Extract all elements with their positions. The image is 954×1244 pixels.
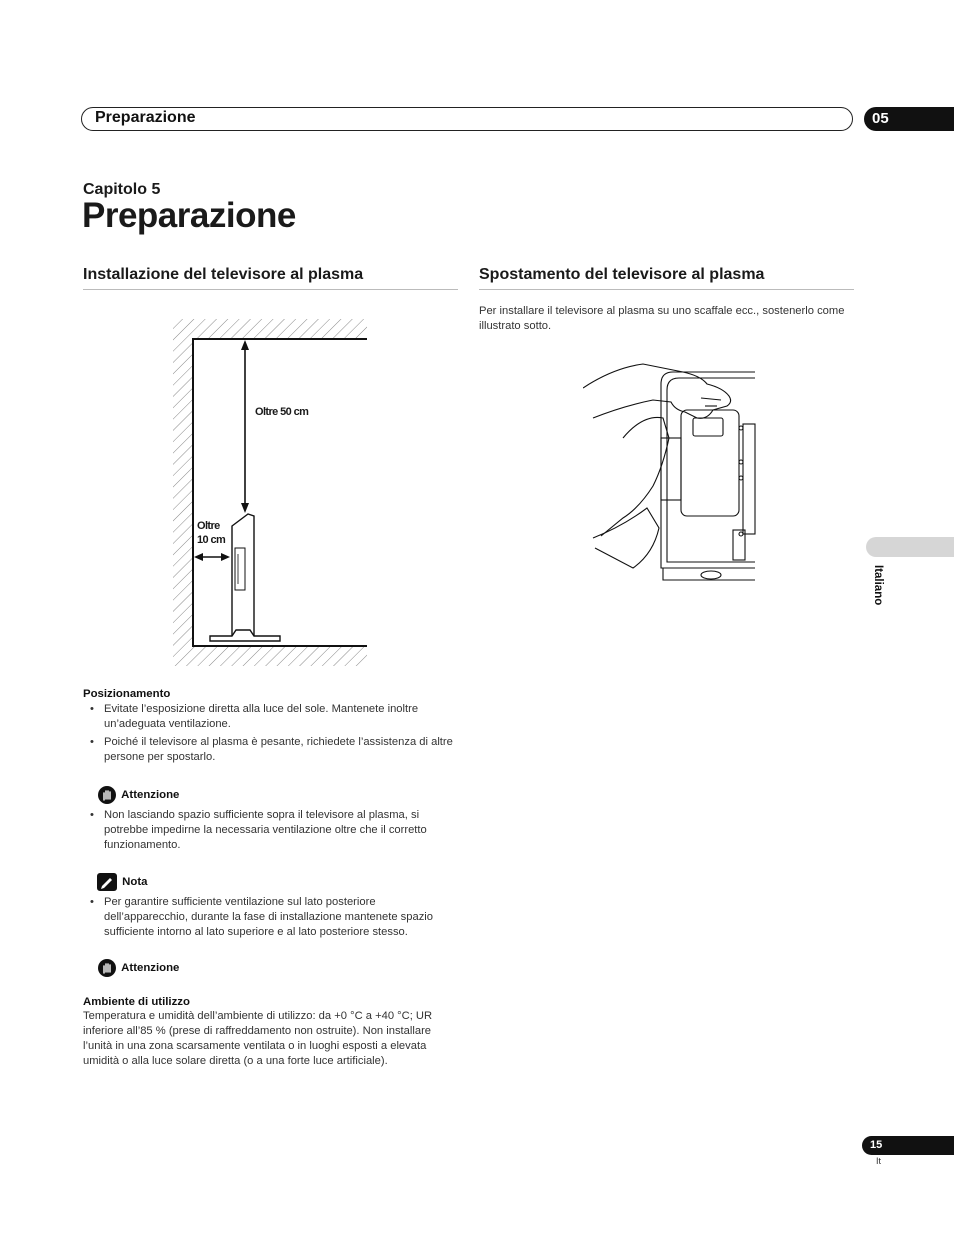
caution-heading-1 bbox=[98, 786, 179, 804]
moving-tv-illustration bbox=[583, 358, 758, 588]
list-item: • Non lasciando spazio sufficiente sopra il televisore al plasma, si potrebbe impedirne la necessaria ventilazione oltre che il corretto funzionamento. bbox=[83, 808, 459, 853]
arrow-head-left bbox=[194, 553, 203, 561]
caution-list bbox=[83, 808, 459, 853]
positioning-block bbox=[83, 688, 459, 768]
header-section-title: Preparazione bbox=[95, 109, 196, 126]
environment-block bbox=[83, 996, 459, 1069]
pencil-note-icon bbox=[97, 873, 117, 891]
header-bar bbox=[81, 107, 853, 131]
list-item: • Poiché il televisore al plasma è pesante, richiedete l’assistenza di altre persone per spostarlo. bbox=[83, 735, 459, 765]
hand-stop-icon bbox=[98, 786, 116, 804]
installation-clearance-diagram bbox=[172, 318, 368, 668]
figure-label-top: Oltre 50 cm bbox=[255, 406, 309, 418]
page-number-badge: 15 bbox=[862, 1136, 954, 1155]
positioning-title: Posizionamento bbox=[83, 688, 171, 700]
tv-side-bracket bbox=[661, 438, 681, 500]
note-block bbox=[83, 895, 459, 943]
note-heading bbox=[97, 873, 147, 891]
language-side-label: Italiano bbox=[872, 565, 884, 606]
figure-label-side bbox=[197, 519, 225, 547]
lower-arm bbox=[601, 417, 669, 536]
tv-handle bbox=[693, 418, 723, 436]
page-language-code: It bbox=[876, 1156, 882, 1166]
positioning-list bbox=[83, 702, 459, 765]
environment-title: Ambiente di utilizzo bbox=[83, 996, 190, 1008]
note-label: Nota bbox=[122, 876, 148, 889]
tv-stand bbox=[210, 630, 280, 641]
arrow-head-top bbox=[241, 340, 249, 350]
language-side-tab bbox=[866, 537, 954, 557]
figure-label-side-line2: 10 cm bbox=[197, 534, 226, 546]
wall-hatching bbox=[173, 319, 367, 666]
caution-block-1 bbox=[83, 808, 459, 856]
figure-label-side-line1: Oltre bbox=[197, 520, 220, 532]
chapter-number-badge: 05 bbox=[864, 107, 954, 131]
arrow-head-right bbox=[221, 553, 230, 561]
hand-stop-icon bbox=[98, 959, 116, 977]
page-title: Preparazione bbox=[82, 196, 296, 235]
note-list bbox=[83, 895, 459, 940]
environment-text: Temperatura e umidità dell’ambiente di utilizzo: da +0 °C a +40 °C; UR inferiore all’85 % (prese di raffreddamento non ostruite). Non installare l’unità in una zona scarsamente ventilata o in luoghi esposti a elevata umidità o alla luce solare diretta (o a una forte luce artificiale). bbox=[83, 1010, 433, 1067]
section-heading-installation: Installazione del televisore al plasma bbox=[83, 266, 458, 290]
arrow-head-bottom bbox=[241, 503, 249, 513]
list-item: • Per garantire sufficiente ventilazione sul lato posteriore dell’apparecchio, durante la fase di installazione mantenete spazio sufficiente intorno al lato superiore e al lato posteriore stesso. bbox=[83, 895, 459, 940]
moving-intro-text: Per installare il televisore al plasma su uno scaffale ecc., sostenerlo come illustrato sotto. bbox=[479, 305, 845, 332]
caution-label: Attenzione bbox=[121, 789, 180, 802]
caution-label: Attenzione bbox=[121, 962, 180, 975]
tv-rear-recess bbox=[681, 410, 739, 516]
section-heading-moving: Spostamento del televisore al plasma bbox=[479, 266, 854, 290]
chapter-label: Capitolo 5 bbox=[83, 181, 161, 198]
caution-heading-2 bbox=[98, 959, 179, 977]
tv-body bbox=[661, 372, 755, 568]
wall-outline bbox=[193, 339, 367, 646]
list-item: • Evitate l’esposizione diretta alla luce del sole. Mantenete inoltre un’adeguata ventilazione. bbox=[83, 702, 459, 732]
